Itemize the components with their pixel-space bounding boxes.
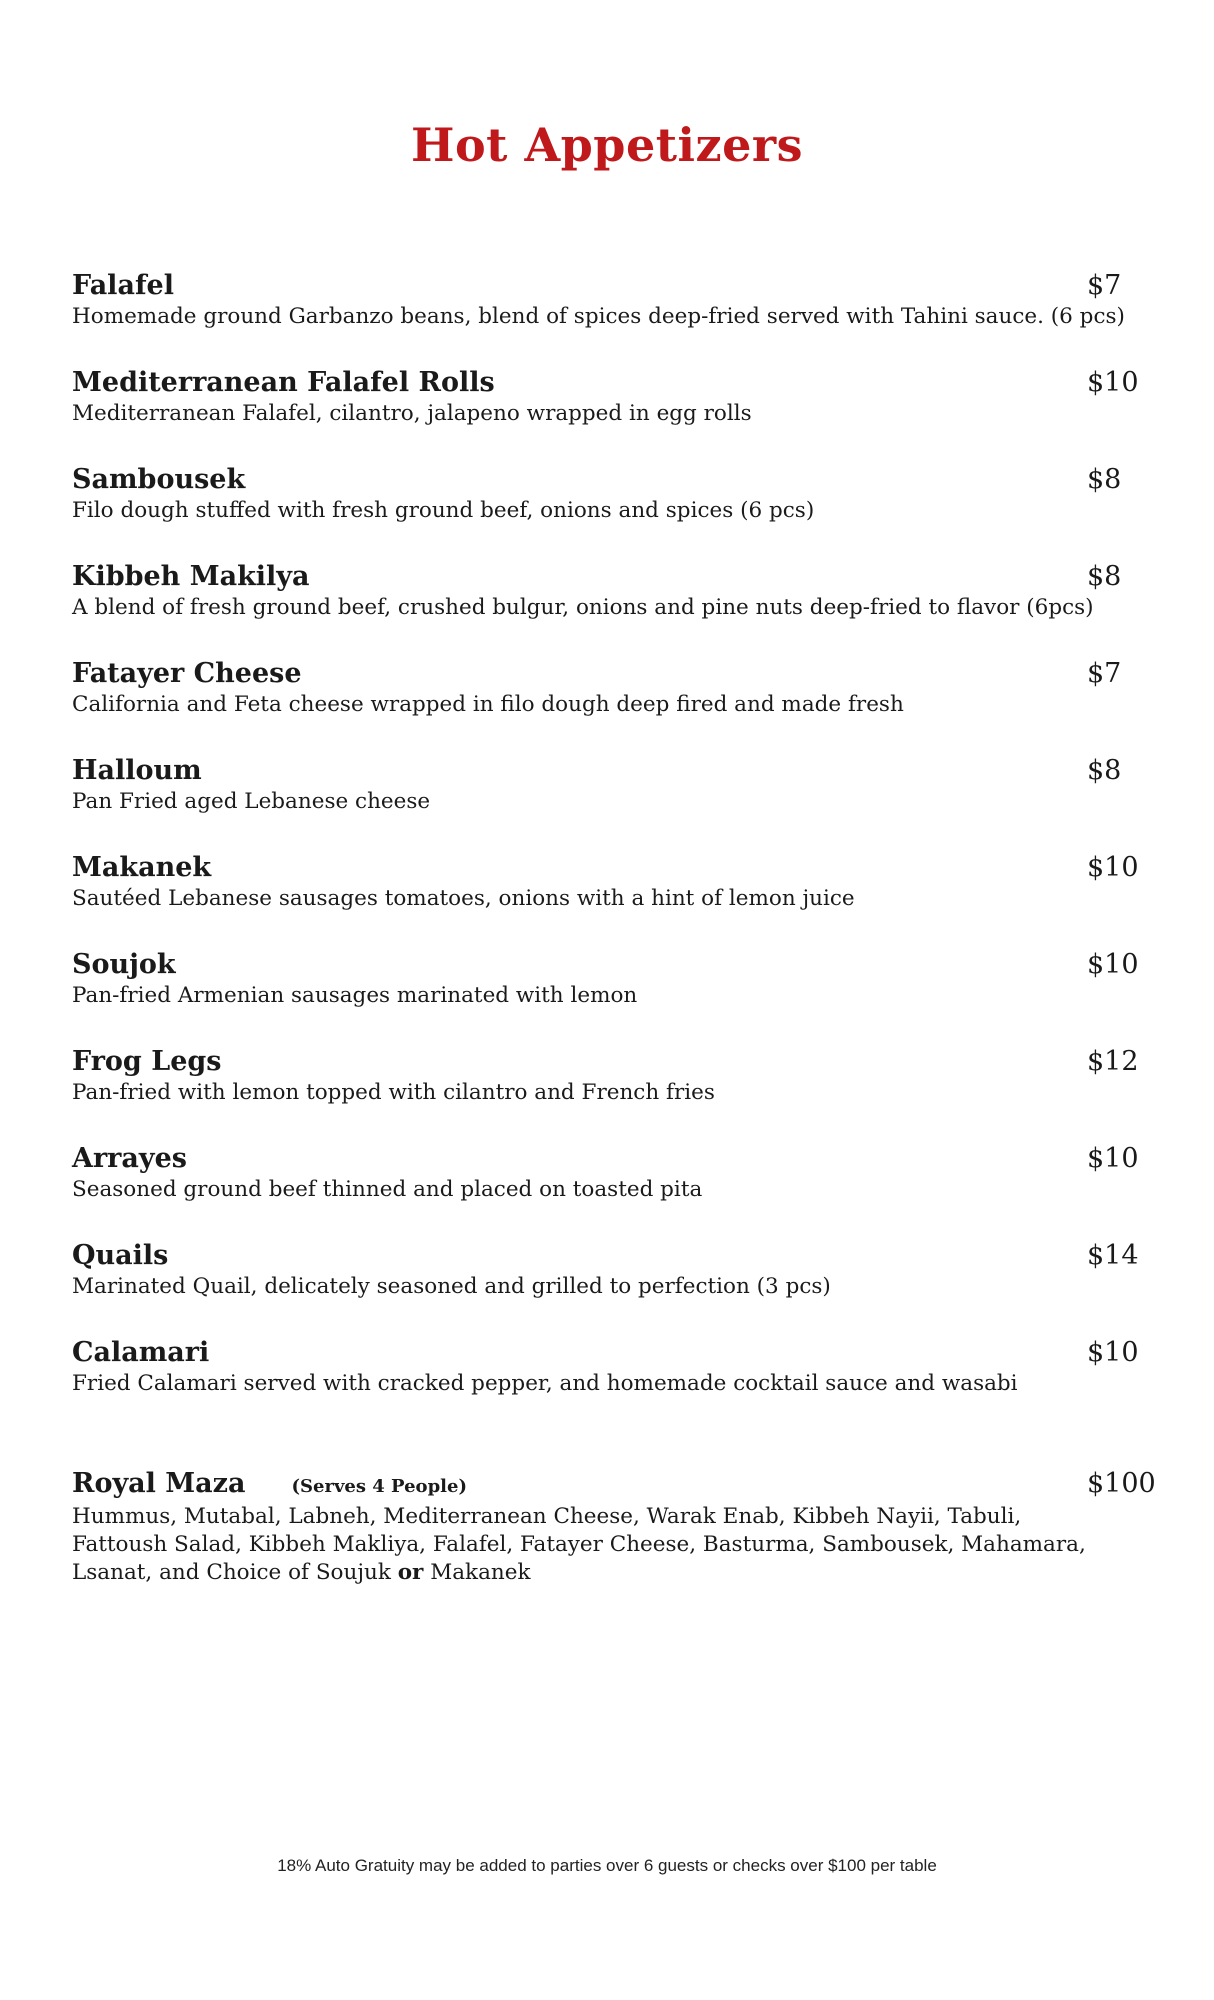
royal-serves-note: (Serves 4 People) bbox=[291, 1476, 467, 1497]
item-name: Kibbeh Makilya bbox=[72, 561, 310, 592]
item-description: Homemade ground Garbanzo beans, blend of spices deep-fried served with Tahini sauce. (6 pcs) bbox=[72, 304, 1125, 329]
item-name: Sambousek bbox=[72, 464, 246, 495]
royal-description bbox=[72, 1503, 1152, 1587]
item-name: Halloum bbox=[72, 755, 202, 786]
royal-desc-or: or bbox=[397, 1560, 424, 1585]
menu-item bbox=[72, 654, 1152, 751]
menu-item bbox=[72, 1042, 1152, 1139]
item-description: Pan Fried aged Lebanese cheese bbox=[72, 789, 431, 814]
item-description: Fried Calamari served with cracked pepper, and homemade cocktail sauce and wasabi bbox=[72, 1371, 1018, 1396]
item-name: Frog Legs bbox=[72, 1046, 222, 1077]
royal-desc-text: Makanek bbox=[423, 1560, 531, 1585]
item-name: Mediterranean Falafel Rolls bbox=[72, 367, 495, 398]
item-price: $7 bbox=[1087, 658, 1122, 689]
menu-list bbox=[72, 266, 1152, 1430]
item-price: $10 bbox=[1087, 1337, 1139, 1368]
item-description: Filo dough stuffed with fresh ground beef, onions and spices (6 pcs) bbox=[72, 498, 815, 523]
item-description: Sautéed Lebanese sausages tomatoes, onions with a hint of lemon juice bbox=[72, 886, 855, 911]
item-price: $8 bbox=[1087, 561, 1122, 592]
menu-item bbox=[72, 266, 1152, 363]
item-price: $10 bbox=[1087, 367, 1139, 398]
item-description: Mediterranean Falafel, cilantro, jalapeno wrapped in egg rolls bbox=[72, 401, 752, 426]
item-price: $12 bbox=[1087, 1046, 1139, 1077]
royal-name: Royal Maza bbox=[72, 1468, 246, 1499]
item-description: Pan-fried Armenian sausages marinated with lemon bbox=[72, 983, 638, 1008]
item-name: Makanek bbox=[72, 852, 212, 883]
item-price: $8 bbox=[1087, 464, 1122, 495]
item-description: Marinated Quail, delicately seasoned and grilled to perfection (3 pcs) bbox=[72, 1274, 831, 1299]
menu-item bbox=[72, 557, 1152, 654]
item-name: Soujok bbox=[72, 949, 176, 980]
item-description: California and Feta cheese wrapped in filo dough deep fired and made fresh bbox=[72, 692, 904, 717]
item-description: Seasoned ground beef thinned and placed on toasted pita bbox=[72, 1177, 703, 1202]
royal-maza-item bbox=[72, 1468, 1172, 1587]
item-name: Fatayer Cheese bbox=[72, 658, 302, 689]
item-description: A blend of fresh ground beef, crushed bulgur, onions and pine nuts deep-fried to flavor (6pcs) bbox=[72, 595, 1094, 620]
royal-heading bbox=[72, 1468, 1172, 1500]
royal-desc-line bbox=[72, 1559, 1152, 1587]
item-name: Falafel bbox=[72, 270, 174, 301]
item-name: Quails bbox=[72, 1240, 169, 1271]
menu-item bbox=[72, 945, 1152, 1042]
menu-item bbox=[72, 1333, 1152, 1430]
item-price: $8 bbox=[1087, 755, 1122, 786]
item-price: $10 bbox=[1087, 949, 1139, 980]
gratuity-note: 18% Auto Gratuity may be added to parties over 6 guests or checks over $100 per table bbox=[277, 1856, 937, 1875]
royal-desc-line: Hummus, Mutabal, Labneh, Mediterranean Cheese, Warak Enab, Kibbeh Nayii, Tabuli, bbox=[72, 1504, 1022, 1529]
menu-item bbox=[72, 1139, 1152, 1236]
royal-desc-line: Fattoush Salad, Kibbeh Makliya, Falafel, Fatayer Cheese, Basturma, Sambousek, Mahamara, bbox=[72, 1532, 1086, 1557]
item-price: $10 bbox=[1087, 1143, 1139, 1174]
item-price: $10 bbox=[1087, 852, 1139, 883]
item-name: Calamari bbox=[72, 1337, 210, 1368]
page-title: Hot Appetizers bbox=[411, 118, 803, 172]
item-price: $14 bbox=[1087, 1240, 1139, 1271]
menu-item bbox=[72, 363, 1152, 460]
item-price: $7 bbox=[1087, 270, 1122, 301]
royal-desc-text: Lsanat, and Choice of Soujuk bbox=[72, 1560, 398, 1585]
royal-price: $100 bbox=[1087, 1468, 1156, 1499]
menu-item bbox=[72, 460, 1152, 557]
menu-item bbox=[72, 751, 1152, 848]
item-name: Arrayes bbox=[72, 1143, 187, 1174]
menu-item bbox=[72, 848, 1152, 945]
item-description: Pan-fried with lemon topped with cilantro and French fries bbox=[72, 1080, 715, 1105]
menu-item bbox=[72, 1236, 1152, 1333]
